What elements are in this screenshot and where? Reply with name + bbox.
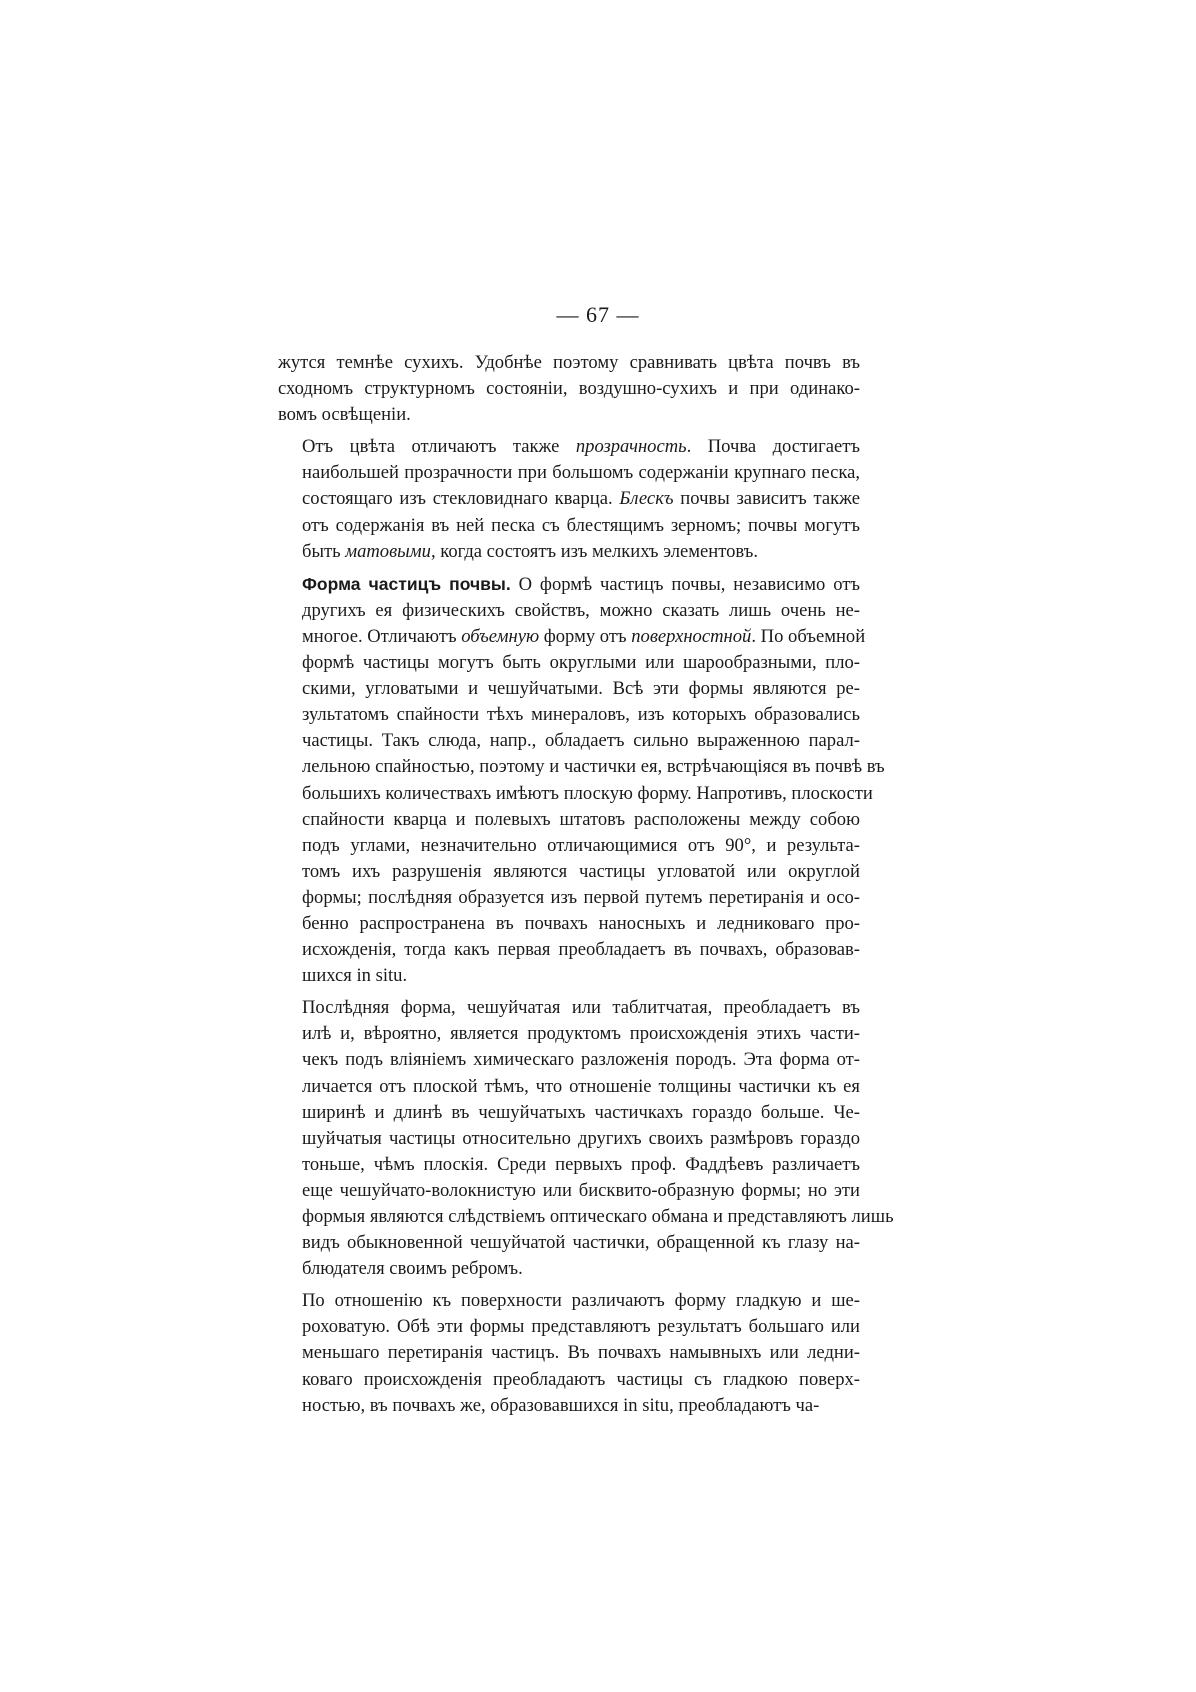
text-line: Послѣдняя форма, чешуйчатая или таблитчатая, преобладаетъ въ xyxy=(302,997,860,1019)
text-line: блюдателя своимъ ребромъ. xyxy=(302,1258,523,1280)
page-number: — 67 — xyxy=(556,302,640,327)
paragraph xyxy=(278,434,860,564)
text-line: лельною спайностью, поэтому и частички ея, встрѣчающіяся въ почвѣ въ xyxy=(302,756,885,778)
text-line: личается отъ плоской тѣмъ, что отношеніе толщины частички къ ея xyxy=(302,1075,860,1097)
text-line: скими, угловатыми и чешуйчатыми. Всѣ эти формы являются ре- xyxy=(302,678,860,700)
text-line: томъ ихъ разрушенія являются частицы угловатой или округлой xyxy=(302,860,860,882)
text-line: наибольшей прозрачности при большомъ содержаніи крупнаго песка, xyxy=(302,462,860,484)
text-line: шуйчатыя частицы относительно другихъ своихъ размѣровъ гораздо xyxy=(302,1127,860,1149)
text-line: чекъ подъ вліяніемъ химическаго разложенія породъ. Эта форма от- xyxy=(302,1049,860,1071)
text-line: илѣ и, вѣроятно, является продуктомъ происхожденія этихъ части- xyxy=(302,1023,860,1045)
text-line: исхожденія, тогда какъ первая преобладаетъ въ почвахъ, образовав- xyxy=(302,939,860,961)
text-line: вомъ освѣщеніи. xyxy=(278,404,411,426)
text-line: состоящаго изъ стекловиднаго кварца. Блескъ почвы зависитъ также xyxy=(302,488,860,510)
paragraph xyxy=(278,1288,860,1418)
text-line: По отношенію къ поверхности различаютъ форму гладкую и ше- xyxy=(302,1290,860,1312)
text-line: многое. Отличаютъ объемную форму отъ поверхностной. По объемной xyxy=(302,625,866,647)
text-line: еще чешуйчато-волокнистую или бисквито-образную формы; но эти xyxy=(302,1179,860,1201)
body-text xyxy=(278,350,894,1425)
paragraph xyxy=(278,571,885,990)
text-line: отъ содержанія въ ней песка съ блестящимъ зерномъ; почвы могутъ xyxy=(302,514,860,536)
text-line: частицы. Такъ слюда, напр., обладаетъ сильно выраженною парал- xyxy=(302,730,860,752)
text-line: жутся темнѣе сухихъ. Удобнѣе поэтому сравнивать цвѣта почвъ въ xyxy=(278,352,860,373)
text-line: сходномъ структурномъ состояніи, воздушно-сухихъ и при одинако- xyxy=(278,378,860,400)
emphasized-term: поверхностной xyxy=(631,625,752,647)
emphasized-term: прозрачность xyxy=(575,436,687,458)
text-line: быть матовыми, когда состоятъ изъ мелкихъ элементовъ. xyxy=(302,540,758,562)
emphasized-term: объемную xyxy=(461,625,540,647)
section-heading: Форма частицъ почвы. xyxy=(302,573,511,594)
text-line: меньшаго перетиранія частицъ. Въ почвахъ намывныхъ или ледни- xyxy=(302,1342,860,1364)
text-line: ностью, въ почвахъ же, образовавшихся in situ, преобладаютъ ча- xyxy=(302,1394,820,1416)
text-line: формыя являются слѣдствіемъ оптическаго обмана и представляютъ лишь xyxy=(302,1206,894,1227)
text-line: зультатомъ спайности тѣхъ минераловъ, изъ которыхъ образовались xyxy=(302,704,860,726)
text-line: спайности кварца и полевыхъ штатовъ расположены между собою xyxy=(302,808,860,830)
paragraph xyxy=(278,995,894,1282)
text-line: формы; послѣдняя образуется изъ первой путемъ перетиранія и осо- xyxy=(302,886,860,908)
emphasized-term: матовыми xyxy=(345,540,431,562)
text-line: роховатую. Обѣ эти формы представляютъ результатъ большаго или xyxy=(302,1316,860,1338)
text-line: Форма частицъ почвы. О формѣ частицъ почвы, независимо отъ xyxy=(302,573,860,595)
text-line: Отъ цвѣта отличаютъ также прозрачность. Почва достигаетъ xyxy=(302,436,860,458)
text-line: бенно распространена въ почвахъ наносныхъ и ледниковаго про- xyxy=(302,912,860,934)
text-line: большихъ количествахъ имѣютъ плоскую форму. Напротивъ, плоскости xyxy=(302,782,873,804)
text-line: тоньше, чѣмъ плоскія. Среди первыхъ проф. Фаддѣевъ различаетъ xyxy=(302,1153,860,1175)
text-line: другихъ ея физическихъ свойствъ, можно сказать лишь очень не- xyxy=(302,599,860,621)
text-line: подъ углами, незначительно отличающимися отъ 90°, и результа- xyxy=(302,834,860,856)
text-line: шихся in situ. xyxy=(302,965,408,987)
text-line: видъ обыкновенной чешуйчатой частички, обращенной къ глазу на- xyxy=(302,1232,860,1254)
text-line: ширинѣ и длинѣ въ чешуйчатыхъ частичкахъ гораздо больше. Че- xyxy=(302,1101,860,1123)
paragraph xyxy=(278,350,860,428)
text-line: коваго происхожденія преобладаютъ частицы съ гладкою поверх- xyxy=(302,1368,860,1390)
text-line: формѣ частицы могутъ быть округлыми или шарообразными, пло- xyxy=(302,652,860,674)
emphasized-term: Блескъ xyxy=(619,488,674,510)
